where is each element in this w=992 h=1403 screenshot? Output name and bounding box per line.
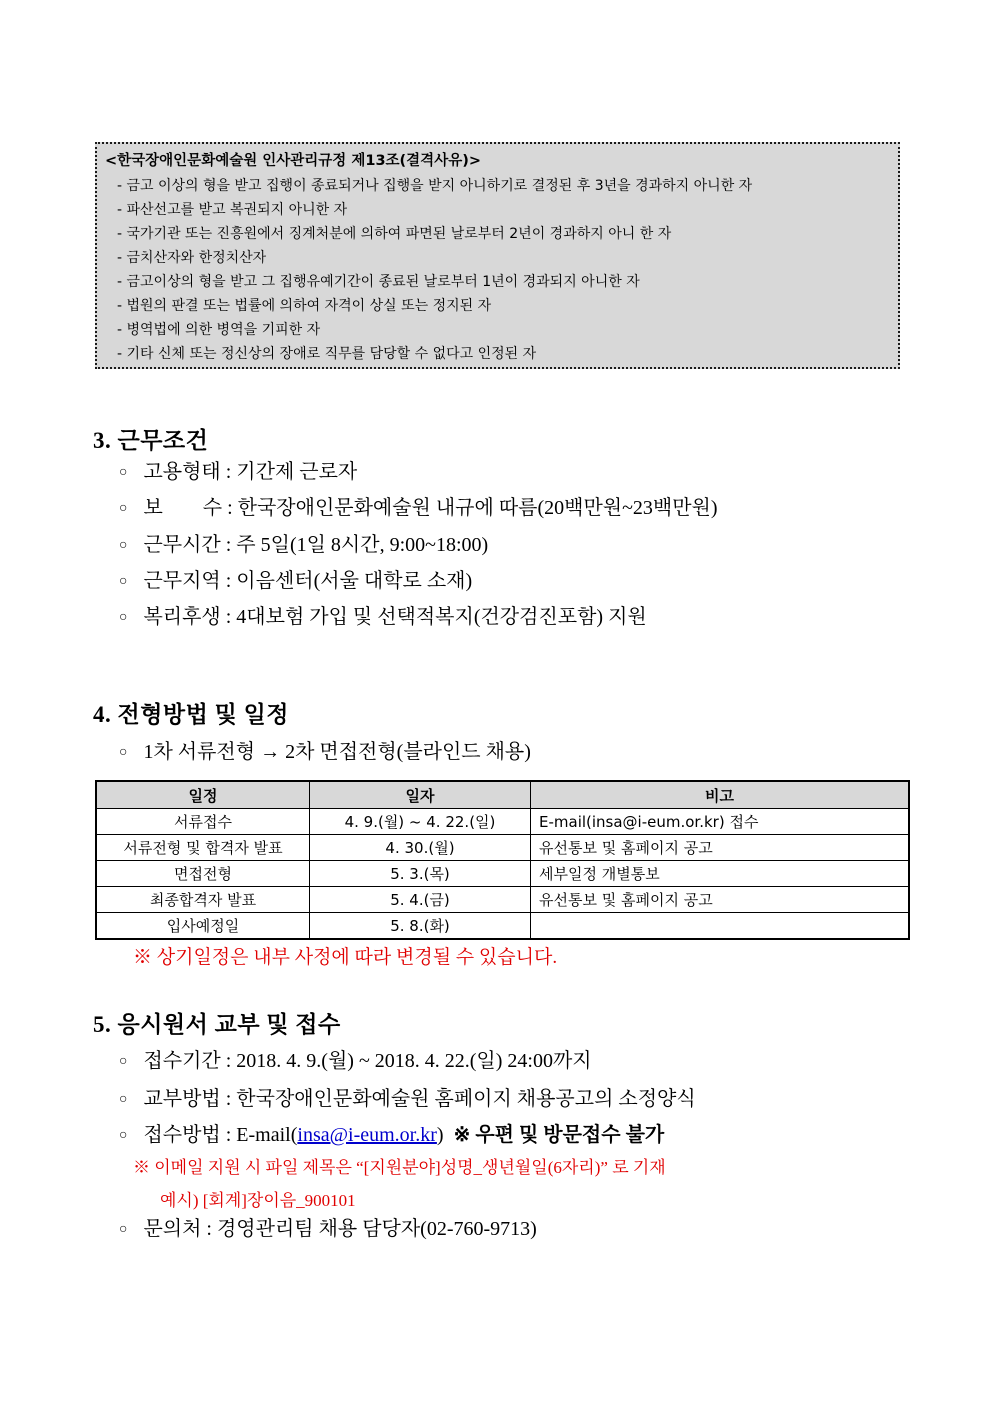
table-cell: 서류전형 및 합격자 발표 [96,835,310,861]
item-selection-process [119,735,531,764]
item-text: 근무시간 : 주 5일(1일 8시간, 9:00~18:00) [143,534,489,556]
disqualification-item: - 법원의 판결 또는 법률에 의하여 자격이 상실 또는 정지된 자 [117,298,492,314]
item-salary [119,491,718,520]
disqualification-title: <한국장애인문화예술원 인사관리규정 제13조(결격사유)> [105,153,481,169]
schedule-table [95,780,910,940]
table-row [96,887,909,913]
section-4-heading: 4. 전형방법 및 일정 [93,702,290,727]
section-3-heading: 3. 근무조건 [93,428,209,453]
item-text: 문의처 : 경영관리팀 채용 담당자(02-760-9713) [143,1218,537,1240]
table-row [96,809,909,835]
item-text: 복리후생 : 4대보험 가입 및 선택적복지(건강검진포함) 지원 [143,606,647,628]
disqualification-item: - 금고이상의 형을 받고 그 집행유예기간이 종료된 날로부터 1년이 경과되지 아니한 자 [117,274,640,290]
disqualification-box [95,142,900,369]
item-employment-type [119,455,357,484]
table-cell: 5. 8.(화) [310,913,531,940]
table-cell: 유선통보 및 홈페이지 공고 [531,835,910,861]
disqualification-item: - 파산선고를 받고 복권되지 아니한 자 [117,202,348,218]
table-header-schedule: 일정 [96,781,310,809]
email-link[interactable]: insa@i-eum.or.kr [297,1124,437,1146]
circle-bullet-icon: ○ [119,574,128,589]
section-5-heading: 5. 응시원서 교부 및 접수 [93,1012,341,1037]
table-header-row [96,781,909,809]
circle-bullet-icon: ○ [119,610,128,625]
item-work-hours [119,528,488,557]
submit-prefix: 접수방법 : E-mail( [143,1124,298,1146]
table-header-note: 비고 [531,781,910,809]
item-submission-method [119,1118,664,1147]
circle-bullet-icon: ○ [119,1092,128,1107]
table-cell: 5. 4.(금) [310,887,531,913]
file-title-example: 예시) [회계]장이음_900101 [160,1191,356,1210]
circle-bullet-icon: ○ [119,501,128,516]
item-text: 접수기간 : 2018. 4. 9.(월) ~ 2018. 4. 22.(일) 24:00까지 [143,1050,592,1072]
table-row [96,835,909,861]
disqualification-item: - 기타 신체 또는 정신상의 장애로 직무를 담당할 수 없다고 인정된 자 [117,346,537,362]
circle-bullet-icon: ○ [119,1128,128,1143]
item-text [143,1118,664,1147]
table-cell: E-mail(insa@i-eum.or.kr) 접수 [531,809,910,835]
circle-bullet-icon: ○ [119,538,128,553]
table-row [96,913,909,940]
circle-bullet-icon: ○ [119,465,128,480]
submit-suffix: ) [436,1124,444,1146]
disqualification-item: - 금고 이상의 형을 받고 집행이 종료되거나 집행을 받지 아니하기로 결정된 후 3년을 경과하지 아니한 자 [117,178,753,194]
table-row [96,861,909,887]
table-cell: 서류접수 [96,809,310,835]
table-cell: 세부일정 개별통보 [531,861,910,887]
circle-bullet-icon: ○ [119,1222,128,1237]
item-text: 1차 서류전형 → 2차 면접전형(블라인드 채용) [143,741,531,763]
no-postal-note: ※ 우편 및 방문접수 불가 [453,1124,665,1146]
schedule-change-note: ※ 상기일정은 내부 사정에 따라 변경될 수 있습니다. [133,947,558,968]
table-cell: 면접전형 [96,861,310,887]
table-header-date: 일자 [310,781,531,809]
disqualification-item: - 병역법에 의한 병역을 기피한 자 [117,322,321,338]
table-cell: 5. 3.(목) [310,861,531,887]
table-cell: 최종합격자 발표 [96,887,310,913]
item-application-period [119,1044,592,1073]
table-cell [531,913,910,940]
file-title-note: ※ 이메일 지원 시 파일 제목은 “[지원분야]성명_생년월일(6자리)” 로 기재 [133,1158,666,1177]
item-text: 교부방법 : 한국장애인문화예술원 홈페이지 채용공고의 소정양식 [143,1088,696,1110]
item-text: 고용형태 : 기간제 근로자 [143,461,358,483]
item-work-location [119,564,472,593]
circle-bullet-icon: ○ [119,745,128,760]
table-cell: 4. 30.(월) [310,835,531,861]
circle-bullet-icon: ○ [119,1054,128,1069]
table-cell: 유선통보 및 홈페이지 공고 [531,887,910,913]
table-cell: 4. 9.(월) ~ 4. 22.(일) [310,809,531,835]
item-welfare [119,600,647,629]
table-cell: 입사예정일 [96,913,310,940]
item-contact [119,1212,537,1241]
disqualification-item: - 금치산자와 한정치산자 [117,250,267,266]
disqualification-item: - 국가기관 또는 진흥원에서 징계처분에 의하여 파면된 날로부터 2년이 경과하지 아니 한 자 [117,226,672,242]
item-text: 보 수 : 한국장애인문화예술원 내규에 따름(20백만원~23백만원) [143,497,718,519]
item-distribution-method [119,1082,696,1111]
item-text: 근무지역 : 이음센터(서울 대학로 소재) [143,570,473,592]
